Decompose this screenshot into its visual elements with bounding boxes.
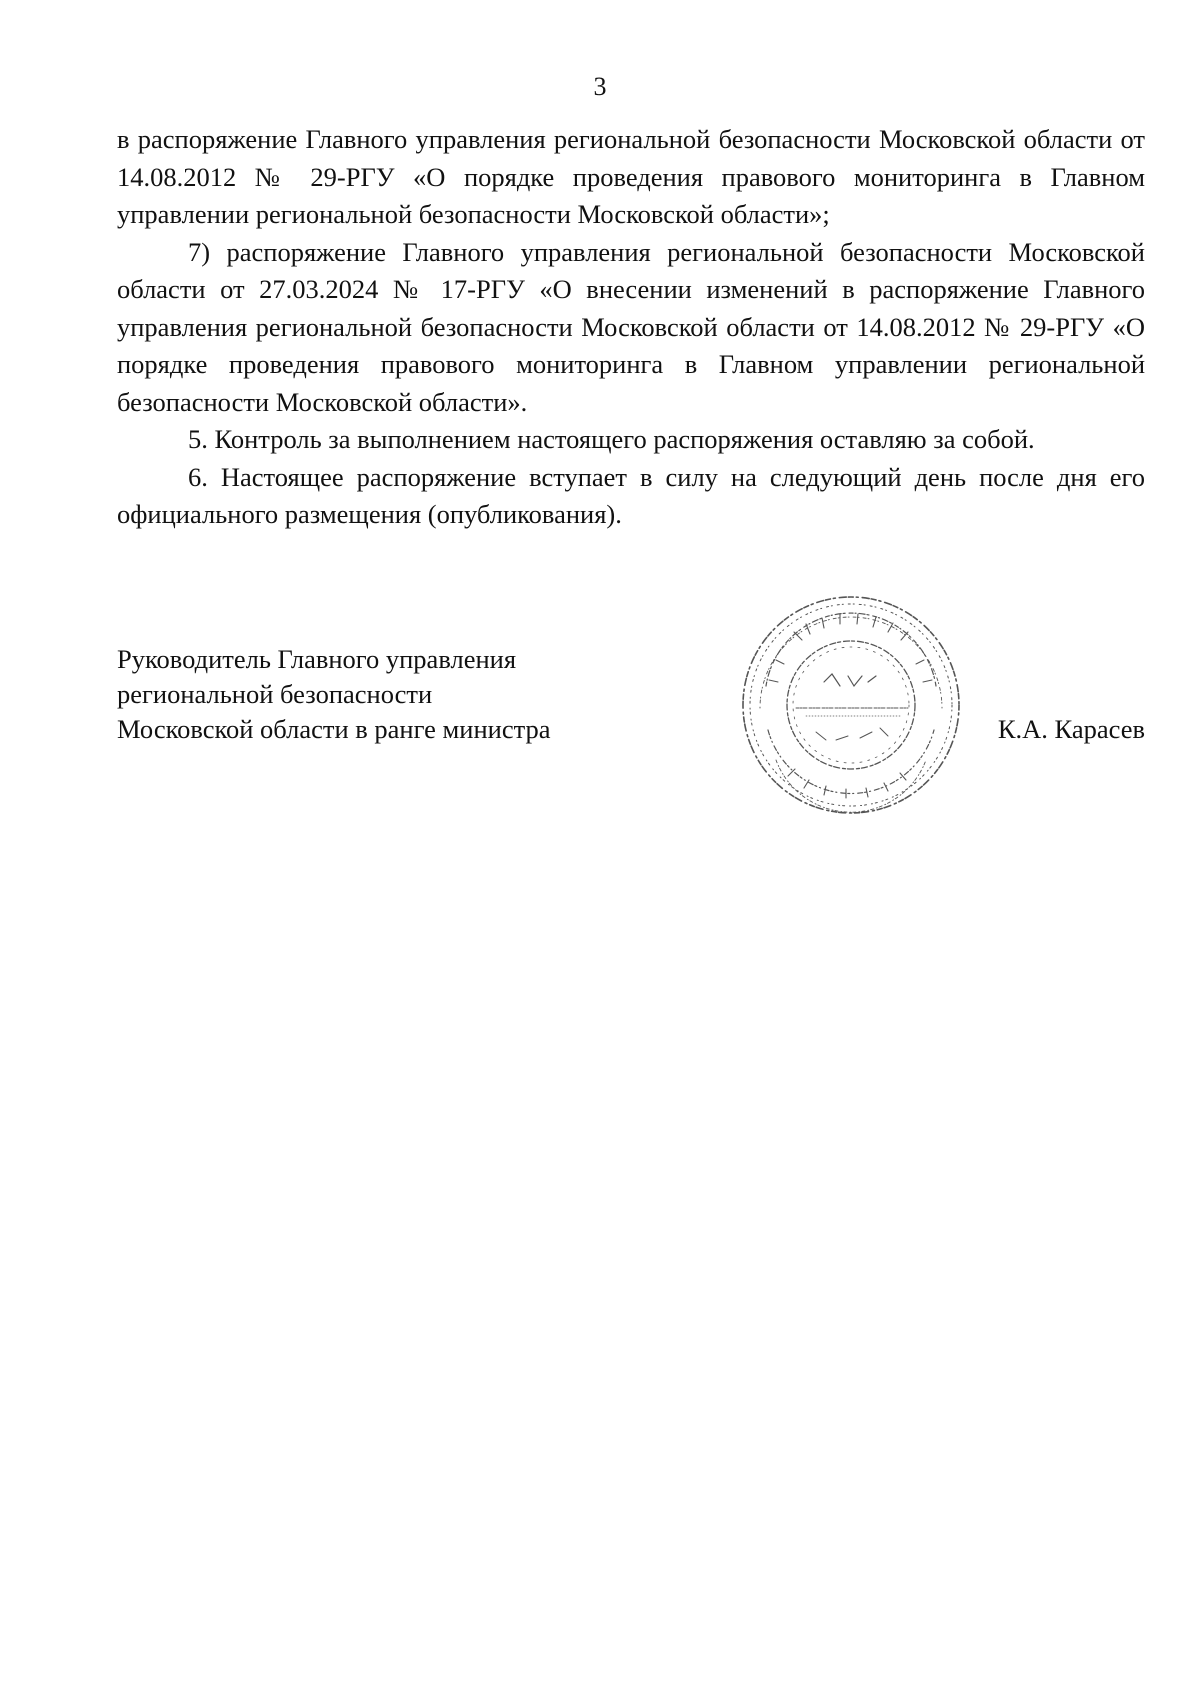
signer-position-line-2: региональной безопасности (117, 679, 433, 709)
seal-svg (736, 590, 966, 820)
signer-position-line-1: Руководитель Главного управления (117, 644, 517, 674)
signer-position-line-3: Московской области в ранге министра (117, 714, 551, 744)
signature-block (117, 642, 1145, 822)
paragraph-item-7: 7) распоряжение Главного управления региональной безопасности Московской области от 27.03.2024 № 17-РГУ «О внесении изменений в распоряжение Главного управления региональной безопасности Московской области от 14.08.2012 № 29-РГУ «О порядке проведения правового мониторинга в Главном управлении региональной безопасности Московской области». (117, 236, 1145, 417)
paragraph-clause-6: 6. Настоящее распоряжение вступает в силу на следующий день после дня его официального размещения (опубликования). (117, 461, 1145, 529)
paragraph-continuation: в распоряжение Главного управления региональной безопасности Московской области от 14.08.2012 № 29-РГУ «О порядке проведения правового мониторинга в Главном управлении региональной безопасности Московской области»; (117, 124, 1145, 229)
signer-name: К.А. Карасев (997, 714, 1145, 744)
signer-position (117, 642, 551, 747)
document-body (117, 121, 1145, 534)
official-seal-icon (736, 590, 966, 820)
page-number: 3 (593, 72, 607, 101)
paragraph-clause-5: 5. Контроль за выполнением настоящего распоряжения оставляю за собой. (188, 424, 1035, 454)
